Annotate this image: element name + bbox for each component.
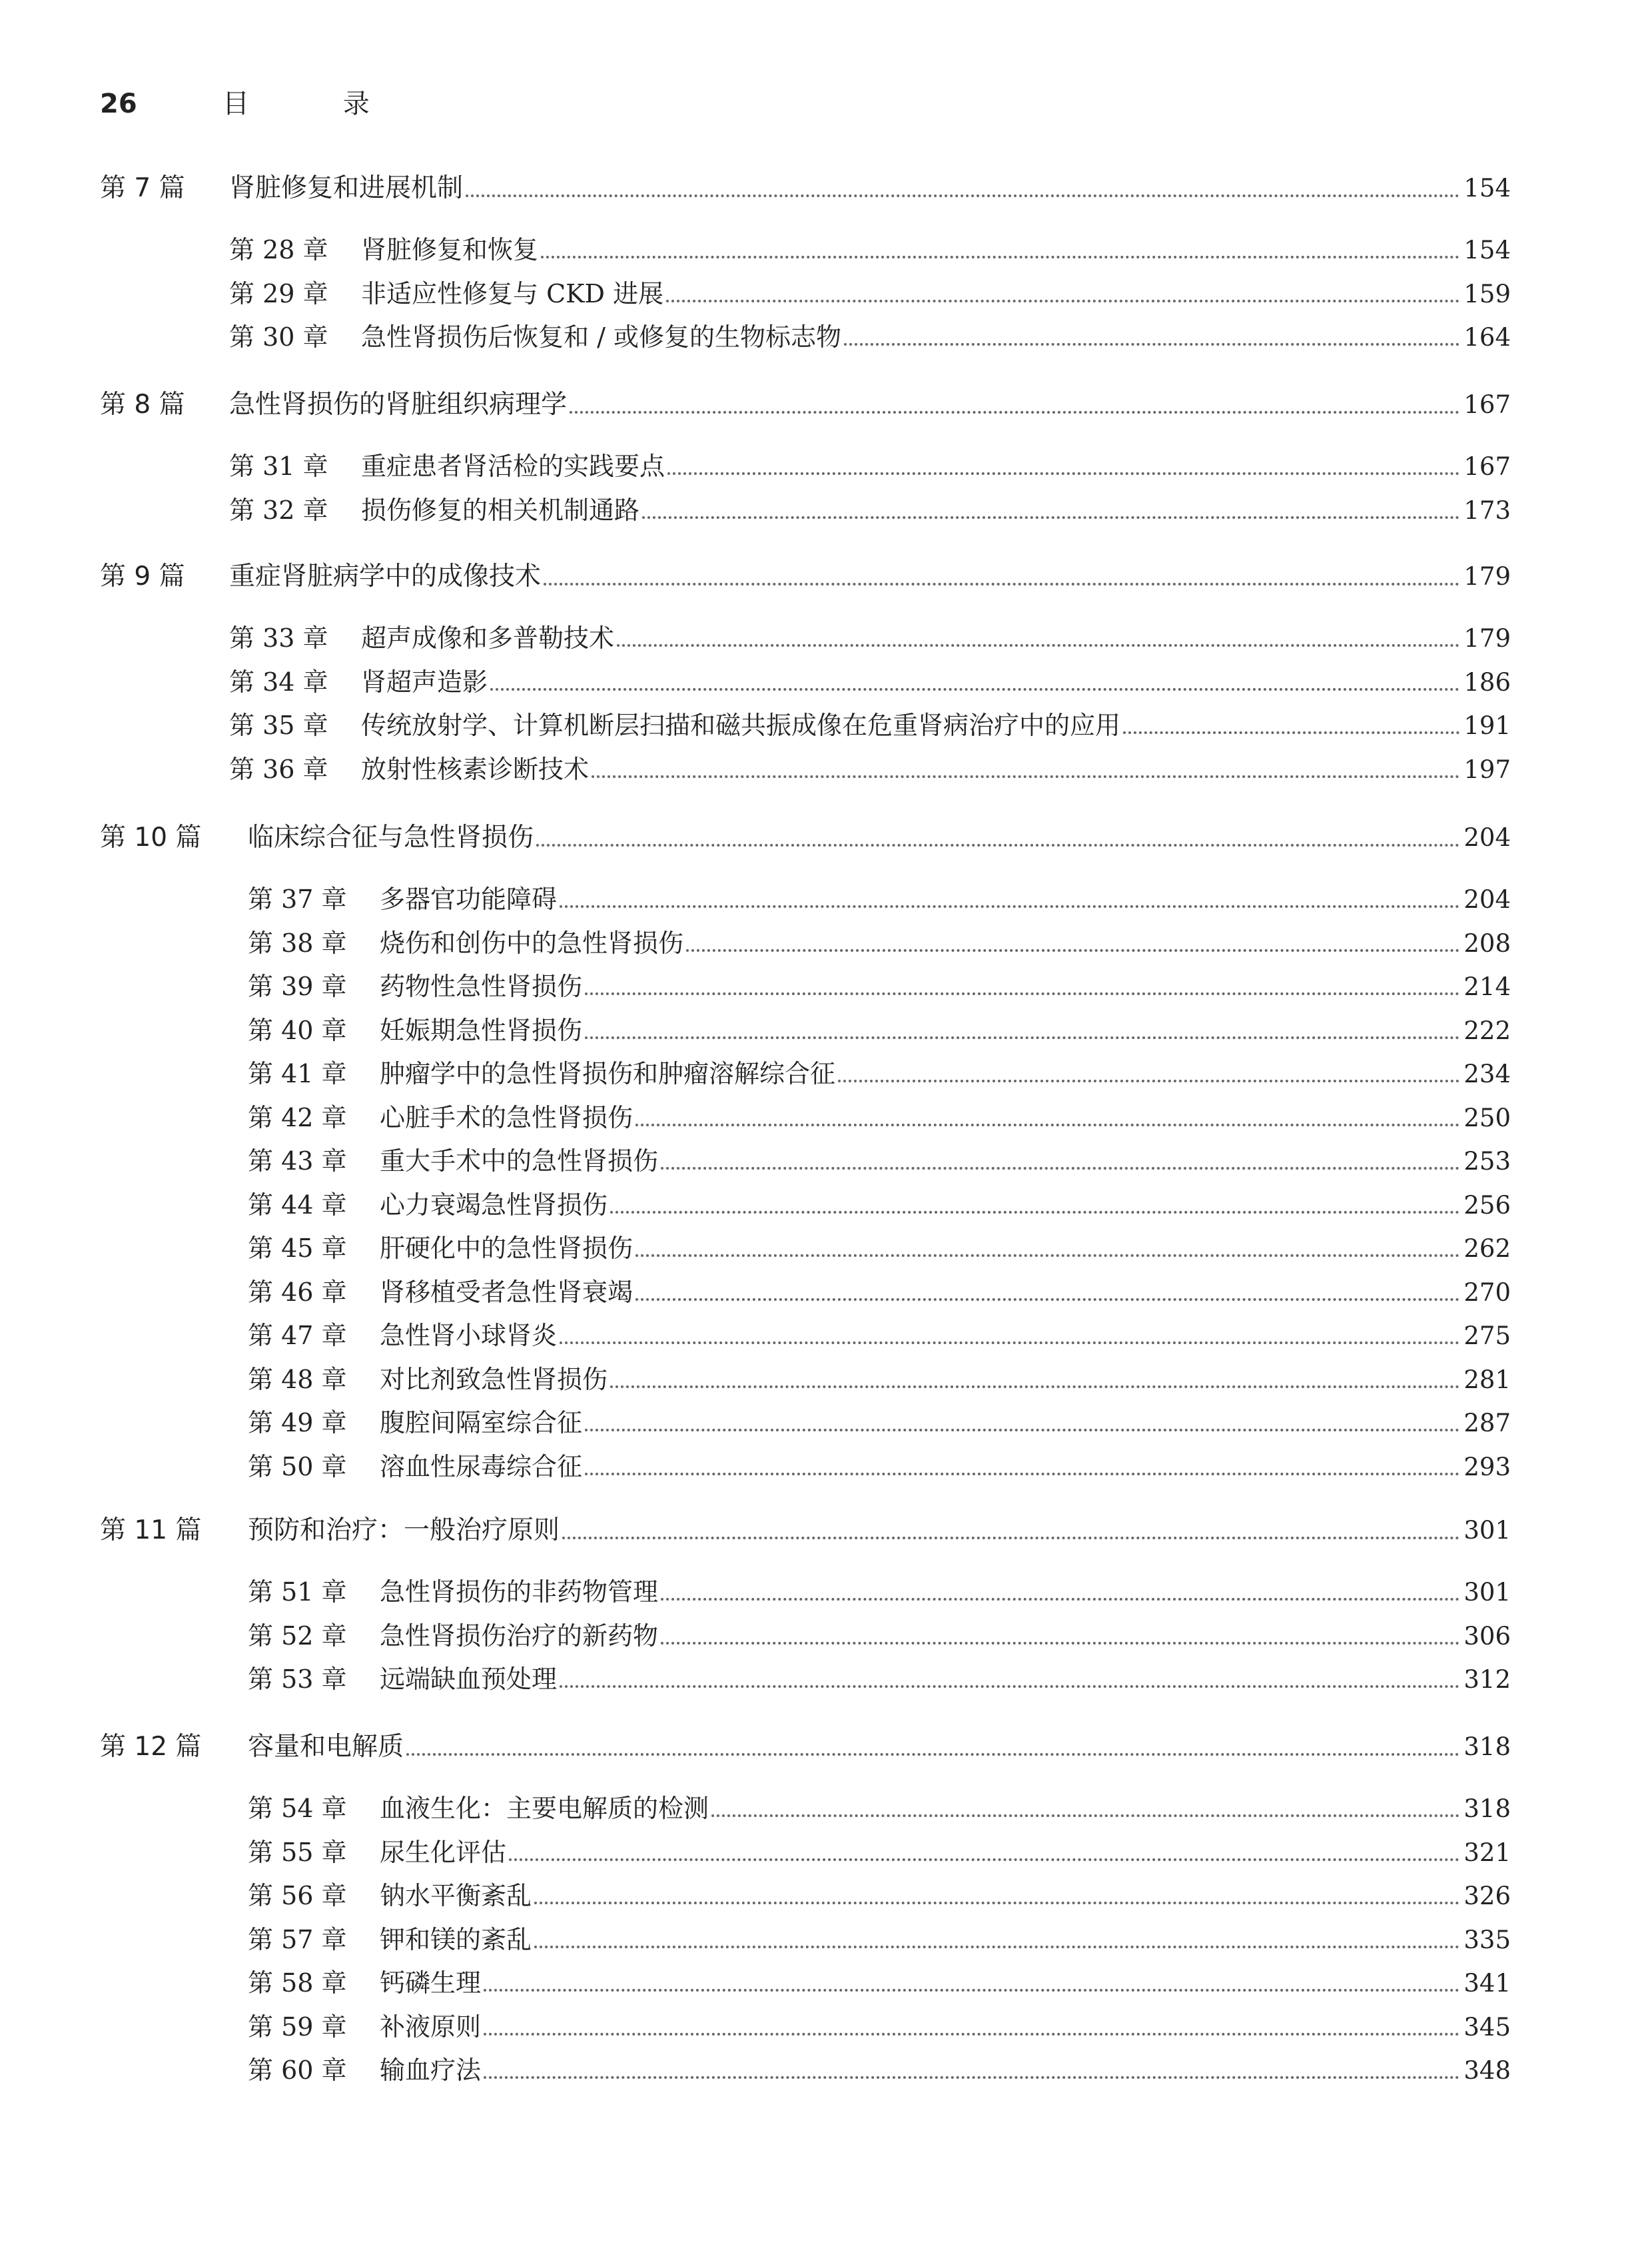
toc-chapter-page: 335 bbox=[1463, 1925, 1511, 1954]
toc-chapter[interactable] bbox=[0, 881, 1511, 918]
toc-chapter-number: 第 30 章 bbox=[229, 322, 328, 352]
toc-part-title: 重症肾脏病学中的成像技术 bbox=[229, 561, 542, 591]
toc-part-page: 318 bbox=[1463, 1732, 1511, 1761]
toc-chapter-number: 第 28 章 bbox=[229, 235, 328, 264]
dot-leader bbox=[844, 343, 1459, 346]
toc-chapter[interactable] bbox=[0, 707, 1511, 744]
page-header bbox=[100, 85, 412, 123]
toc-chapter-page: 253 bbox=[1463, 1147, 1511, 1176]
toc-chapter-title: 妊娠期急性肾损伤 bbox=[380, 1015, 583, 1045]
toc-chapter-page: 197 bbox=[1463, 755, 1511, 784]
toc-chapter-number: 第 40 章 bbox=[248, 1015, 347, 1045]
toc-chapter-page: 348 bbox=[1463, 2056, 1511, 2085]
toc-chapter[interactable] bbox=[0, 1012, 1511, 1049]
toc-chapter[interactable] bbox=[0, 1186, 1511, 1224]
toc-chapter[interactable] bbox=[0, 2008, 1511, 2046]
dot-leader bbox=[585, 1473, 1459, 1475]
toc-chapter-page: 204 bbox=[1463, 885, 1511, 914]
dot-leader bbox=[661, 1167, 1459, 1170]
toc-part-number: 第 10 篇 bbox=[100, 823, 202, 853]
toc-chapter[interactable] bbox=[0, 1274, 1511, 1311]
toc-chapter-page: 167 bbox=[1463, 452, 1511, 481]
toc-chapter-title: 传统放射学、计算机断层扫描和磁共振成像在危重肾病治疗中的应用 bbox=[361, 711, 1121, 740]
toc-chapter[interactable] bbox=[0, 1099, 1511, 1136]
toc-chapter-title: 尿生化评估 bbox=[380, 1837, 507, 1867]
toc-chapter-title: 多器官功能障碍 bbox=[380, 885, 558, 914]
toc-chapter-page: 318 bbox=[1463, 1794, 1511, 1823]
toc-chapter-title: 远端缺血预处理 bbox=[380, 1665, 558, 1694]
toc-part-number: 第 9 篇 bbox=[100, 561, 185, 591]
dot-leader bbox=[666, 300, 1459, 302]
toc-chapter[interactable] bbox=[0, 968, 1511, 1005]
dot-leader bbox=[592, 775, 1459, 778]
dot-leader bbox=[484, 2033, 1459, 2036]
toc-chapter-number: 第 55 章 bbox=[248, 1837, 347, 1867]
toc-chapter[interactable] bbox=[0, 1834, 1511, 1871]
toc-chapter-page: 164 bbox=[1463, 323, 1511, 352]
toc-chapter-number: 第 37 章 bbox=[248, 885, 347, 914]
toc-chapter-title: 超声成像和多普勒技术 bbox=[361, 623, 615, 653]
toc-chapter[interactable] bbox=[0, 1964, 1511, 2002]
toc-chapter-title: 肾移植受者急性肾衰竭 bbox=[380, 1277, 633, 1307]
toc-chapter-page: 214 bbox=[1463, 972, 1511, 1001]
dot-leader bbox=[635, 1124, 1459, 1126]
dot-leader bbox=[570, 411, 1459, 414]
toc-chapter-number: 第 47 章 bbox=[248, 1321, 347, 1350]
dot-leader bbox=[642, 516, 1459, 519]
toc-chapter-title: 心脏手术的急性肾损伤 bbox=[380, 1102, 633, 1132]
toc-chapter-title: 烧伤和创伤中的急性肾损伤 bbox=[380, 928, 684, 958]
toc-chapter-page: 293 bbox=[1463, 1452, 1511, 1481]
toc-chapter-number: 第 31 章 bbox=[229, 452, 328, 481]
dot-leader bbox=[585, 1036, 1459, 1039]
dot-leader bbox=[560, 905, 1459, 908]
toc-chapter-page: 287 bbox=[1463, 1409, 1511, 1437]
toc-part-title: 临床综合征与急性肾损伤 bbox=[248, 823, 534, 853]
dot-leader bbox=[635, 1254, 1459, 1257]
toc-chapter-number: 第 51 章 bbox=[248, 1577, 347, 1607]
toc-chapter-page: 154 bbox=[1463, 236, 1511, 264]
toc-part-title: 肾脏修复和进展机制 bbox=[229, 173, 464, 203]
dot-leader bbox=[490, 688, 1459, 691]
toc-chapter[interactable] bbox=[0, 1921, 1511, 1958]
dot-leader bbox=[509, 1858, 1459, 1861]
toc-chapter[interactable] bbox=[0, 1573, 1511, 1611]
toc-chapter-number: 第 56 章 bbox=[248, 1881, 347, 1910]
toc-chapter[interactable] bbox=[0, 1055, 1511, 1092]
dot-leader bbox=[466, 194, 1459, 197]
toc-chapter-number: 第 52 章 bbox=[248, 1621, 347, 1651]
toc-chapter-page: 250 bbox=[1463, 1103, 1511, 1132]
toc-chapter[interactable] bbox=[0, 1361, 1511, 1398]
toc-chapter-page: 262 bbox=[1463, 1234, 1511, 1263]
toc-chapter-number: 第 33 章 bbox=[229, 623, 328, 653]
toc-chapter-number: 第 42 章 bbox=[248, 1102, 347, 1132]
toc-chapter-number: 第 32 章 bbox=[229, 495, 328, 525]
toc-chapter[interactable] bbox=[0, 1877, 1511, 1914]
toc-chapter-page: 326 bbox=[1463, 1882, 1511, 1910]
toc-chapter-page: 281 bbox=[1463, 1365, 1511, 1394]
dot-leader bbox=[484, 2076, 1459, 2079]
toc-chapter-number: 第 38 章 bbox=[248, 928, 347, 958]
toc-chapter-page: 341 bbox=[1463, 1969, 1511, 1998]
toc-part-number: 第 8 篇 bbox=[100, 390, 185, 420]
toc-chapter-page: 222 bbox=[1463, 1016, 1511, 1045]
toc-chapter-number: 第 49 章 bbox=[248, 1408, 347, 1437]
toc-chapter-title: 输血疗法 bbox=[380, 2055, 482, 2085]
toc-chapter[interactable] bbox=[0, 1317, 1511, 1354]
toc-chapter-number: 第 43 章 bbox=[248, 1146, 347, 1176]
toc-chapter-title: 药物性急性肾损伤 bbox=[380, 972, 583, 1001]
toc-chapter-number: 第 53 章 bbox=[248, 1665, 347, 1694]
page-number: 26 bbox=[100, 89, 137, 119]
toc-chapter[interactable] bbox=[0, 275, 1511, 312]
toc-chapter-title: 肾脏修复和恢复 bbox=[361, 235, 539, 264]
toc-chapter[interactable] bbox=[0, 1448, 1511, 1485]
dot-leader bbox=[484, 1989, 1459, 1992]
toc-chapter-number: 第 48 章 bbox=[248, 1364, 347, 1394]
toc-chapter-number: 第 50 章 bbox=[248, 1451, 347, 1481]
toc-chapter[interactable] bbox=[0, 1142, 1511, 1180]
dot-leader bbox=[560, 1685, 1459, 1688]
toc-chapter-page: 275 bbox=[1463, 1321, 1511, 1350]
toc-part-page: 179 bbox=[1463, 562, 1511, 591]
toc-chapter[interactable] bbox=[0, 1230, 1511, 1267]
dot-leader bbox=[534, 1902, 1459, 1904]
dot-leader bbox=[610, 1211, 1459, 1214]
dot-leader bbox=[661, 1598, 1459, 1601]
toc-chapter-title: 肾超声造影 bbox=[361, 667, 488, 697]
dot-leader bbox=[610, 1385, 1459, 1388]
toc-part-page: 301 bbox=[1463, 1516, 1511, 1545]
toc-chapter[interactable] bbox=[0, 751, 1511, 788]
toc-part-number: 第 12 篇 bbox=[100, 1732, 202, 1762]
toc-part-page: 154 bbox=[1463, 174, 1511, 202]
dot-leader bbox=[838, 1080, 1459, 1082]
toc-chapter-title: 钙磷生理 bbox=[380, 1968, 482, 1998]
toc-chapter[interactable] bbox=[0, 231, 1511, 268]
toc-chapter[interactable] bbox=[0, 1790, 1511, 1827]
dot-leader bbox=[635, 1298, 1459, 1301]
page-title: 目 录 bbox=[222, 89, 412, 119]
toc-chapter-number: 第 39 章 bbox=[248, 972, 347, 1001]
dot-leader bbox=[534, 1946, 1459, 1948]
toc-chapter[interactable] bbox=[0, 619, 1511, 657]
toc-chapter-page: 345 bbox=[1463, 2012, 1511, 2042]
toc-chapter-title: 急性肾小球肾炎 bbox=[380, 1321, 558, 1350]
toc-part[interactable] bbox=[0, 170, 1511, 207]
toc-chapter-title: 非适应性修复与 CKD 进展 bbox=[361, 278, 664, 308]
toc-chapter-number: 第 29 章 bbox=[229, 278, 328, 308]
toc-part[interactable] bbox=[0, 1512, 1511, 1549]
toc-chapter-number: 第 41 章 bbox=[248, 1059, 347, 1088]
toc-chapter-title: 急性肾损伤的非药物管理 bbox=[380, 1577, 659, 1607]
toc-part[interactable] bbox=[0, 1728, 1511, 1766]
toc-chapter-title: 重症患者肾活检的实践要点 bbox=[361, 452, 665, 481]
dot-leader bbox=[617, 644, 1459, 647]
toc-chapter-title: 急性肾损伤后恢复和 / 或修复的生物标志物 bbox=[361, 322, 841, 352]
toc-chapter-title: 放射性核素诊断技术 bbox=[361, 754, 590, 784]
toc-chapter[interactable] bbox=[0, 1404, 1511, 1441]
toc-chapter-title: 心力衰竭急性肾损伤 bbox=[380, 1190, 608, 1220]
toc-chapter-number: 第 60 章 bbox=[248, 2055, 347, 2085]
toc-part-page: 204 bbox=[1463, 823, 1511, 852]
toc-chapter-title: 肿瘤学中的急性肾损伤和肿瘤溶解综合征 bbox=[380, 1059, 836, 1088]
toc-chapter-number: 第 58 章 bbox=[248, 1968, 347, 1998]
dot-leader bbox=[536, 844, 1459, 847]
toc-chapter-number: 第 35 章 bbox=[229, 711, 328, 740]
toc-chapter-page: 186 bbox=[1463, 667, 1511, 697]
toc-part-title: 预防和治疗：一般治疗原则 bbox=[248, 1515, 560, 1545]
toc-chapter-number: 第 44 章 bbox=[248, 1190, 347, 1220]
toc-chapter[interactable] bbox=[0, 2052, 1511, 2089]
toc-part-number: 第 11 篇 bbox=[100, 1515, 202, 1545]
toc-part[interactable] bbox=[0, 386, 1511, 424]
toc-chapter-number: 第 45 章 bbox=[248, 1234, 347, 1263]
dot-leader bbox=[1123, 731, 1459, 734]
toc-part-title: 容量和电解质 bbox=[248, 1732, 404, 1762]
toc-chapter-page: 179 bbox=[1463, 624, 1511, 653]
toc-chapter-number: 第 36 章 bbox=[229, 754, 328, 784]
toc-chapter[interactable] bbox=[0, 492, 1511, 529]
toc-chapter-page: 173 bbox=[1463, 496, 1511, 525]
toc-chapter-page: 234 bbox=[1463, 1060, 1511, 1088]
toc-chapter-page: 159 bbox=[1463, 279, 1511, 308]
dot-leader bbox=[541, 256, 1459, 258]
dot-leader bbox=[560, 1341, 1459, 1344]
toc-chapter[interactable] bbox=[0, 1661, 1511, 1698]
toc-chapter[interactable] bbox=[0, 663, 1511, 701]
toc-chapter-number: 第 46 章 bbox=[248, 1277, 347, 1307]
toc-chapter-page: 256 bbox=[1463, 1190, 1511, 1220]
toc-chapter-number: 第 57 章 bbox=[248, 1924, 347, 1954]
toc-chapter-number: 第 59 章 bbox=[248, 2012, 347, 2042]
toc-chapter-title: 急性肾损伤治疗的新药物 bbox=[380, 1621, 659, 1651]
toc-chapter[interactable] bbox=[0, 318, 1511, 356]
toc-chapter-title: 腹腔间隔室综合征 bbox=[380, 1408, 583, 1437]
toc-chapter-page: 306 bbox=[1463, 1621, 1511, 1651]
toc-part-title: 急性肾损伤的肾脏组织病理学 bbox=[229, 390, 568, 420]
toc-chapter-page: 191 bbox=[1463, 711, 1511, 740]
toc-chapter-title: 血液生化：主要电解质的检测 bbox=[380, 1794, 709, 1823]
toc-chapter[interactable] bbox=[0, 1617, 1511, 1655]
toc-part-page: 167 bbox=[1463, 390, 1511, 419]
dot-leader bbox=[686, 949, 1459, 952]
toc-part-number: 第 7 篇 bbox=[100, 173, 185, 203]
toc-part[interactable] bbox=[0, 819, 1511, 857]
toc-chapter[interactable] bbox=[0, 925, 1511, 962]
toc-chapter-page: 321 bbox=[1463, 1838, 1511, 1867]
toc-chapter-page: 208 bbox=[1463, 929, 1511, 958]
toc-chapter-page: 270 bbox=[1463, 1278, 1511, 1307]
dot-leader bbox=[585, 1429, 1459, 1431]
toc-chapter[interactable] bbox=[0, 448, 1511, 485]
toc-chapter-number: 第 54 章 bbox=[248, 1794, 347, 1823]
toc-chapter-title: 溶血性尿毒综合征 bbox=[380, 1451, 583, 1481]
toc-chapter-title: 对比剂致急性肾损伤 bbox=[380, 1364, 608, 1394]
toc-chapter-number: 第 34 章 bbox=[229, 667, 328, 697]
toc-chapter-title: 补液原则 bbox=[380, 2012, 482, 2042]
toc-chapter-title: 损伤修复的相关机制通路 bbox=[361, 495, 640, 525]
dot-leader bbox=[544, 583, 1459, 585]
toc-chapter-title: 钠水平衡紊乱 bbox=[380, 1881, 532, 1910]
dot-leader bbox=[406, 1753, 1459, 1756]
toc-chapter-page: 312 bbox=[1463, 1665, 1511, 1694]
dot-leader bbox=[585, 992, 1459, 995]
toc-chapter-title: 钾和镁的紊乱 bbox=[380, 1924, 532, 1954]
dot-leader bbox=[661, 1642, 1459, 1645]
dot-leader bbox=[711, 1814, 1459, 1817]
dot-leader bbox=[562, 1537, 1459, 1539]
toc-part[interactable] bbox=[0, 558, 1511, 595]
toc-chapter-title: 肝硬化中的急性肾损伤 bbox=[380, 1234, 633, 1263]
toc-chapter-title: 重大手术中的急性肾损伤 bbox=[380, 1146, 659, 1176]
dot-leader bbox=[667, 472, 1459, 475]
toc-chapter-page: 301 bbox=[1463, 1578, 1511, 1607]
